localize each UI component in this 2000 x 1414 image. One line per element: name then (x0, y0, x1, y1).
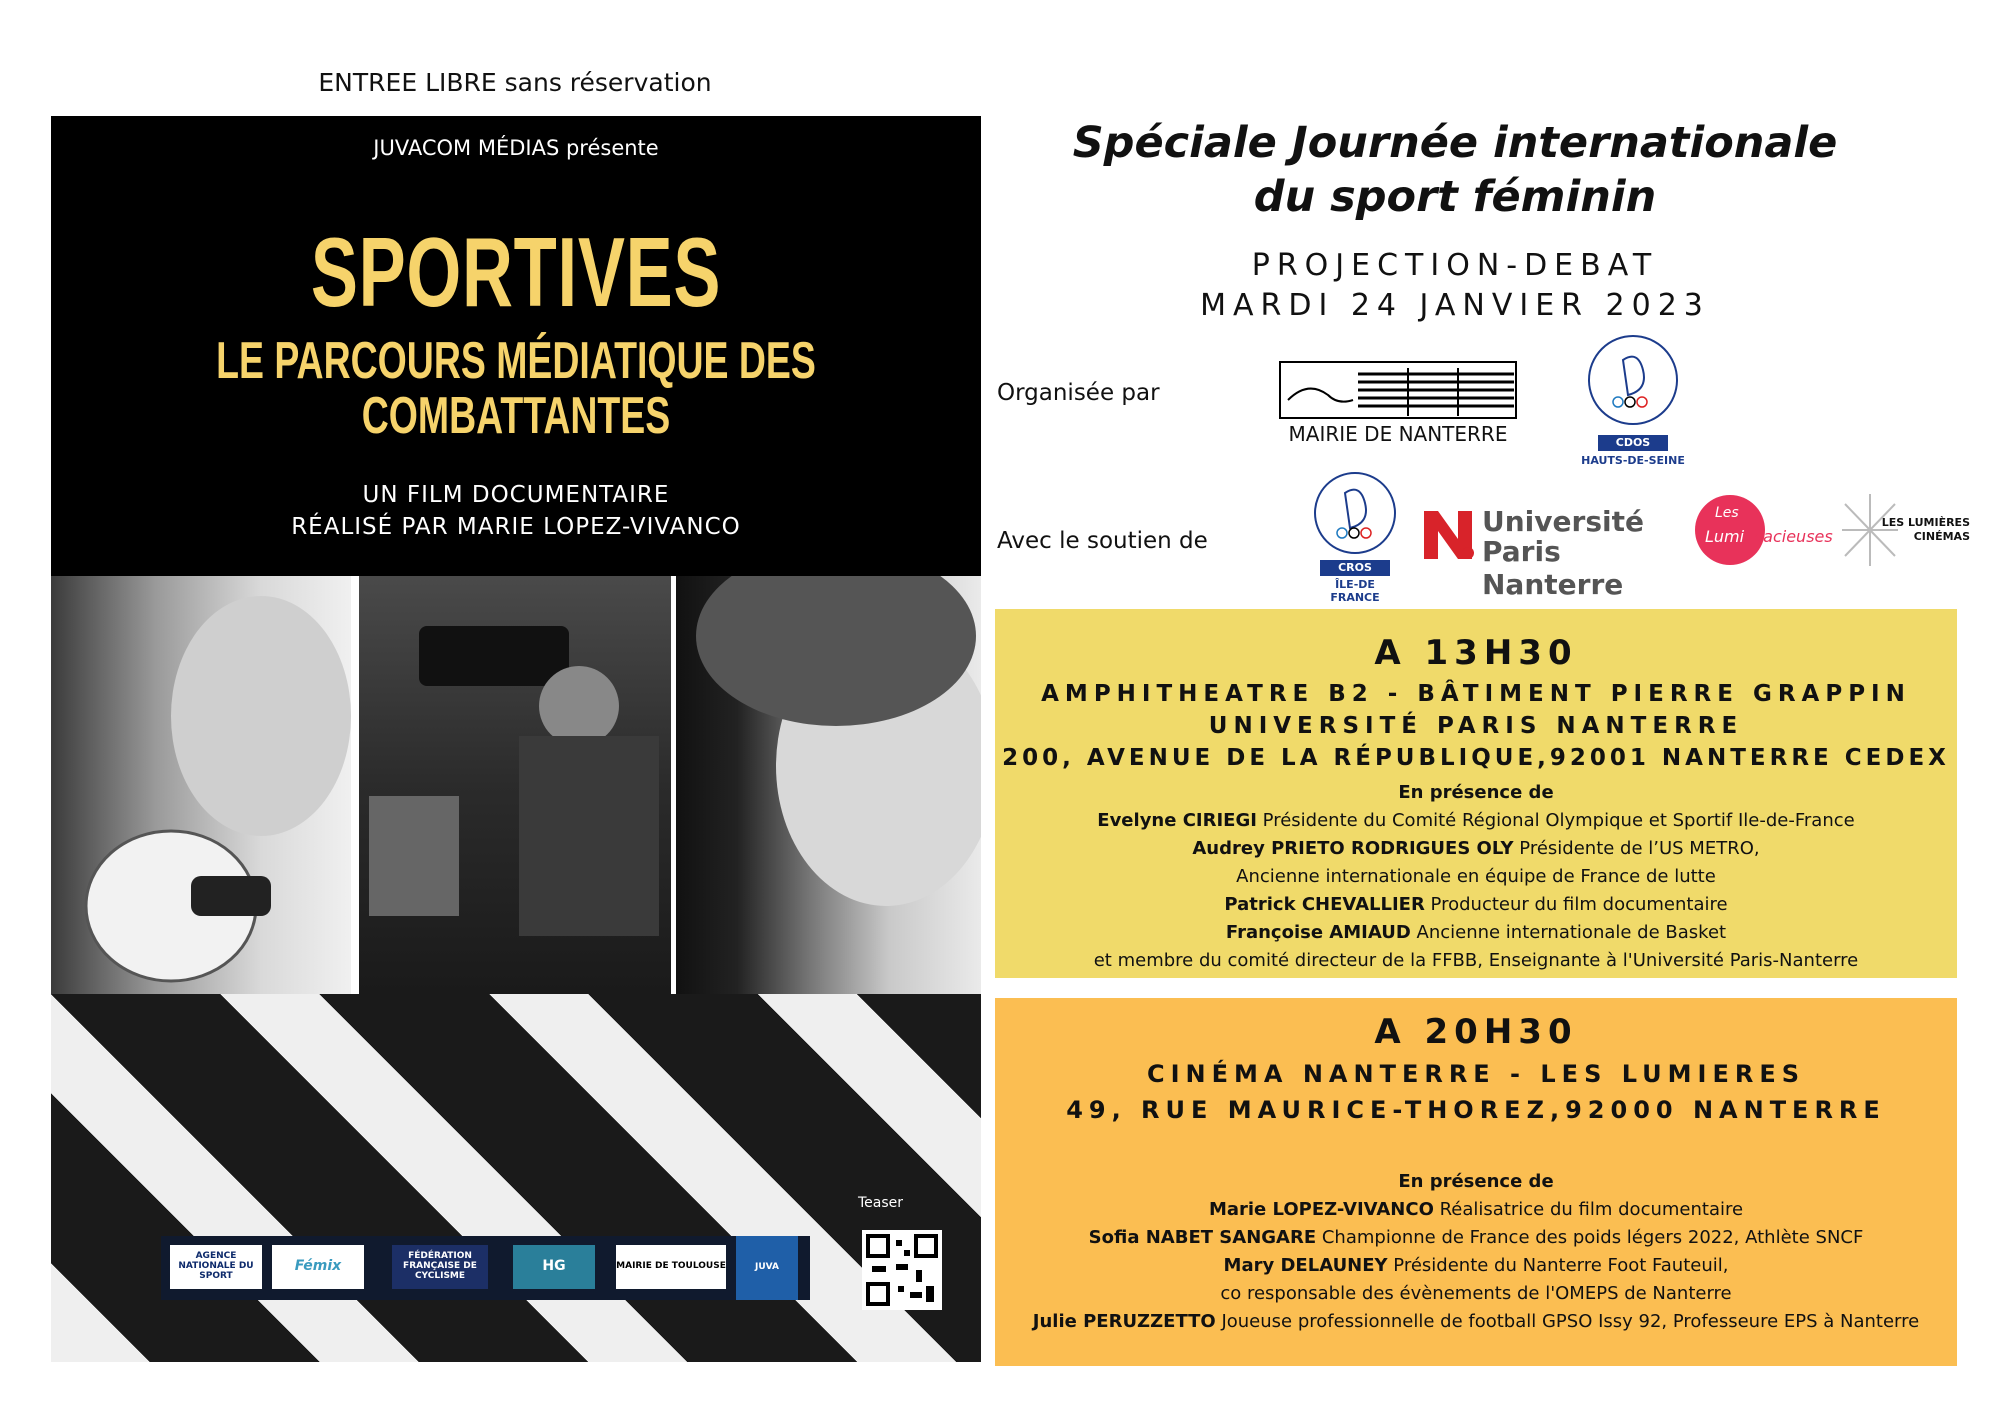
session-1-venue-line2: UNIVERSITÉ PARIS NANTERRE (1208, 713, 1744, 739)
les-lumieres-cinemas-logo (1840, 490, 1970, 570)
session-1-panel (995, 609, 1957, 978)
mairie-label: MAIRIE DE NANTERRE (1288, 422, 1508, 446)
girl-face-illustration (676, 576, 981, 994)
cinemas-line2: CINÉMAS (1913, 530, 1970, 543)
boxing-glove-illustration (51, 576, 351, 994)
session-1-time: A 13H30 (1374, 633, 1578, 673)
femix-logo: Fémix (272, 1245, 364, 1289)
lumi-rest: dacieuses (1753, 527, 1833, 546)
film-subtitle-line2: COMBATTANTES (361, 387, 671, 445)
cdos-badge: CDOS (1598, 435, 1668, 451)
ffc-logo: FÉDÉRATION FRANÇAISE DE CYCLISME (392, 1245, 488, 1289)
olympic-rooster-icon (1300, 468, 1410, 558)
projection-label: PROJECTION-DEBAT (1251, 248, 1659, 283)
presenter-text: JUVACOM MÉDIAS présente (373, 136, 659, 160)
entry-note: ENTREE LIBRE sans réservation (318, 68, 712, 97)
session-1-guest: Ancienne internationale en équipe de France de lutte (1236, 866, 1716, 887)
boxer-photo (51, 576, 351, 994)
cameraman-photo (359, 576, 671, 994)
session-2-time: A 20H30 (1374, 1012, 1578, 1052)
universite-paris-nanterre-logo (1420, 505, 1690, 601)
event-date: MARDI 24 JANVIER 2023 (1200, 288, 1710, 323)
cros-badge: CROS (1320, 560, 1390, 576)
session-2-panel (995, 998, 1957, 1366)
lumi-line1: Les (1715, 505, 1739, 521)
session-1-guest: Patrick CHEVALLIER Producteur du film documentaire (1224, 894, 1728, 915)
session-1-guest: Evelyne CIRIEGI Présidente du Comité Régional Olympique et Sportif Ile-de-France (1097, 810, 1855, 831)
film-title: SPORTIVES (310, 217, 722, 327)
mairie-nanterre-logo (1278, 360, 1518, 450)
cros-logo (1300, 468, 1410, 603)
film-type: UN FILM DOCUMENTAIRE (362, 482, 670, 508)
film-subtitle-line1: LE PARCOURS MÉDIATIQUE DES (216, 332, 816, 390)
session-2-guest: Sofia NABET SANGARE Championne de France des poids légers 2022, Athlète SNCF (1088, 1227, 1864, 1248)
university-mark-icon (1420, 505, 1480, 565)
session-1-guest: Audrey PRIETO RODRIGUES OLY Présidente de l’US METRO, (1192, 838, 1760, 859)
olympic-rooster-icon (1568, 330, 1698, 435)
session-2-guest: Julie PERUZZETTO Joueuse professionnelle de football GPSO Issy 92, Professeure EPS à Nanterre (1032, 1311, 1920, 1332)
lumidacieuses-logo (1695, 495, 1845, 565)
juva-logo: JUVA (736, 1236, 798, 1300)
session-2-guest: Marie LOPEZ-VIVANCO Réalisatrice du film documentaire (1208, 1199, 1744, 1220)
cdos-logo (1568, 330, 1698, 470)
event-heading-line2: du sport féminin (1253, 172, 1657, 222)
organised-by-label: Organisée par (997, 380, 1160, 406)
session-1-venue-line3: 200, AVENUE DE LA RÉPUBLIQUE,92001 NANTERRE CEDEX (1002, 745, 1950, 771)
university-line2: Paris Nanterre (1482, 535, 1624, 601)
ans-logo: AGENCE NATIONALE DU SPORT (170, 1245, 262, 1289)
lumi-line2: Lumi (1705, 527, 1745, 546)
cros-sub: ÎLE-DE FRANCE (1330, 578, 1380, 604)
session-1-presence-label: En présence de (1398, 782, 1554, 803)
event-heading-line1: Spéciale Journée internationale (1072, 118, 1838, 168)
session-1-venue-line1: AMPHITHEATRE B2 - BÂTIMENT PIERRE GRAPPIN (1041, 681, 1911, 707)
girl-photo (676, 576, 981, 994)
qr-code-icon (862, 1230, 942, 1310)
session-2-presence-label: En présence de (1398, 1171, 1554, 1192)
supported-by-label: Avec le soutien de (997, 528, 1208, 554)
session-2-guest: co responsable des évènements de l'OMEPS de Nanterre (1220, 1283, 1732, 1304)
toulouse-logo: MAIRIE DE TOULOUSE (616, 1245, 726, 1289)
hg-logo: HG (513, 1245, 595, 1289)
camera-illustration (359, 576, 671, 994)
session-2-venue-line2: 49, RUE MAURICE-THOREZ,92000 NANTERRE (1066, 1096, 1886, 1124)
qr-code[interactable] (862, 1230, 942, 1310)
teaser-label: Teaser (858, 1195, 904, 1211)
cinemas-line1: LES LUMIÈRES (1881, 516, 1970, 529)
poster-header (51, 116, 981, 576)
stripes-background (51, 994, 981, 1362)
partner-logos-bar (161, 1236, 810, 1300)
building-icon (1278, 360, 1518, 420)
session-1-guest: et membre du comité directeur de la FFBB, Enseignante à l'Université Paris-Nanterre (1093, 950, 1859, 971)
cdos-sub: HAUTS-DE-SEINE (1581, 454, 1685, 467)
film-director: RÉALISÉ PAR MARIE LOPEZ-VIVANCO (291, 514, 741, 540)
session-1-guest: Françoise AMIAUD Ancienne internationale de Basket (1225, 922, 1727, 943)
session-2-venue-line1: CINÉMA NANTERRE - LES LUMIERES (1147, 1060, 1805, 1088)
university-line1: Université (1482, 505, 1644, 538)
session-2-guest: Mary DELAUNEY Présidente du Nanterre Foot Fauteuil, (1223, 1255, 1729, 1276)
